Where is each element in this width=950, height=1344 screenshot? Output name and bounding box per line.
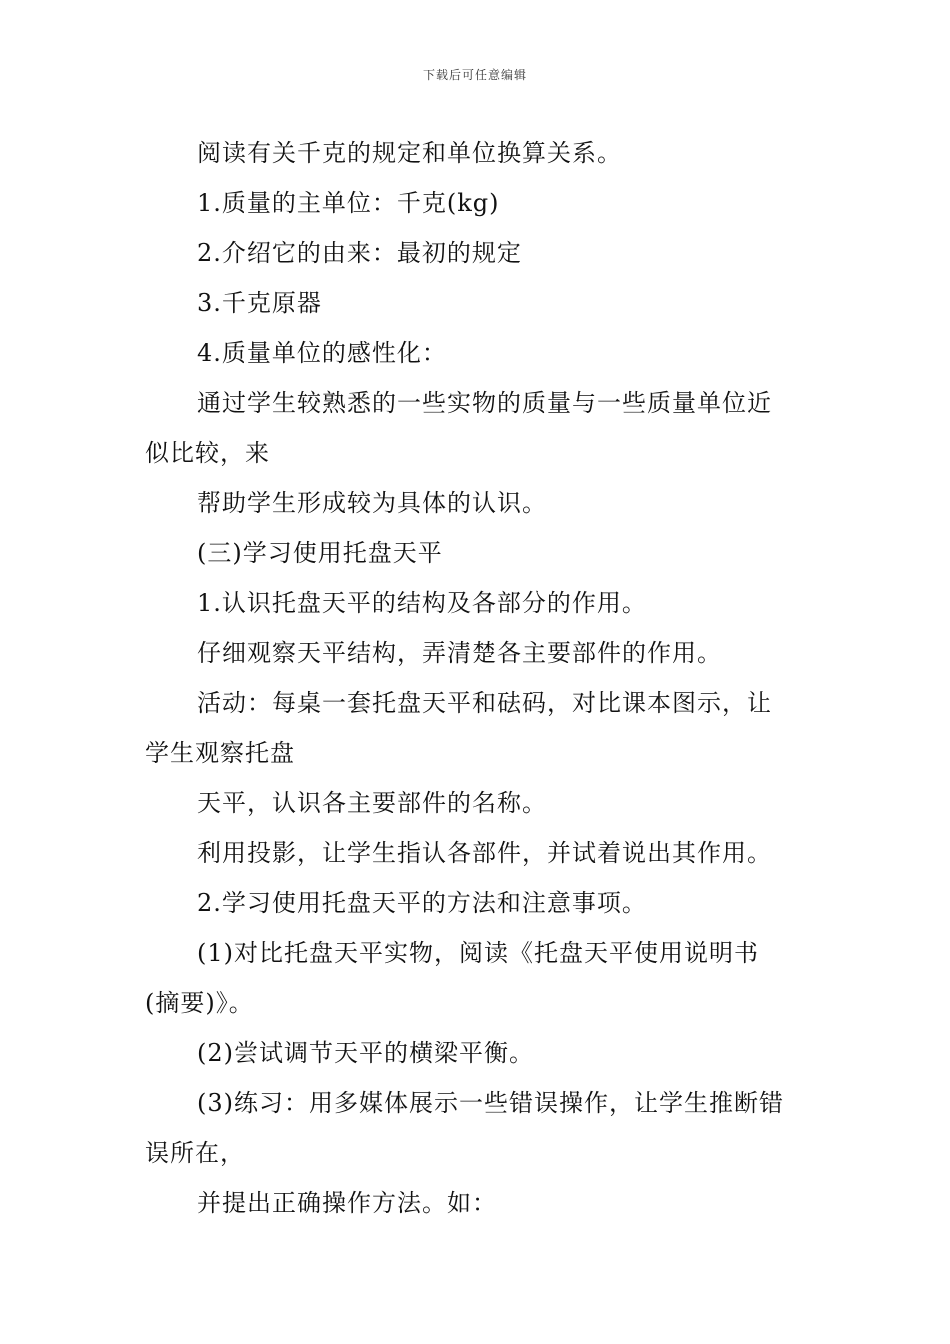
text-line: 利用投影，让学生指认各部件，并试着说出其作用。 xyxy=(197,839,772,867)
text-line: 似比较，来 xyxy=(145,439,270,467)
text-line: 仔细观察天平结构，弄清楚各主要部件的作用。 xyxy=(197,639,722,667)
document-body xyxy=(145,128,810,1228)
text-line: 2.学习使用托盘天平的方法和注意事项。 xyxy=(197,889,647,917)
text-line: (摘要)》。 xyxy=(145,989,254,1017)
section-heading: (三)学习使用托盘天平 xyxy=(197,539,443,567)
text-line: 帮助学生形成较为具体的认识。 xyxy=(197,489,547,517)
text-line: 天平，认识各主要部件的名称。 xyxy=(197,789,547,817)
text-line: 通过学生较熟悉的一些实物的质量与一些质量单位近 xyxy=(197,389,772,417)
text-line: 2.介绍它的由来：最初的规定 xyxy=(197,239,522,267)
text-line: 学生观察托盘 xyxy=(145,739,295,767)
text-line: (2)尝试调节天平的横梁平衡。 xyxy=(197,1039,534,1067)
text-line: 活动：每桌一套托盘天平和砝码，对比课本图示，让 xyxy=(197,689,772,717)
text-line: 4.质量单位的感性化： xyxy=(197,339,447,367)
text-line: 1.认识托盘天平的结构及各部分的作用。 xyxy=(197,589,647,617)
text-line: 并提出正确操作方法。如： xyxy=(197,1189,497,1217)
text-line: 阅读有关千克的规定和单位换算关系。 xyxy=(197,139,622,167)
text-line: 误所在， xyxy=(145,1139,245,1167)
text-line: (3)练习：用多媒体展示一些错误操作，让学生推断错 xyxy=(197,1089,784,1117)
page-header: 下载后可任意编辑 xyxy=(422,68,527,82)
text-line: 3.千克原器 xyxy=(197,289,322,317)
text-line: (1)对比托盘天平实物，阅读《托盘天平使用说明书 xyxy=(197,939,759,967)
text-line: 1.质量的主单位：千克(kg) xyxy=(197,189,500,217)
